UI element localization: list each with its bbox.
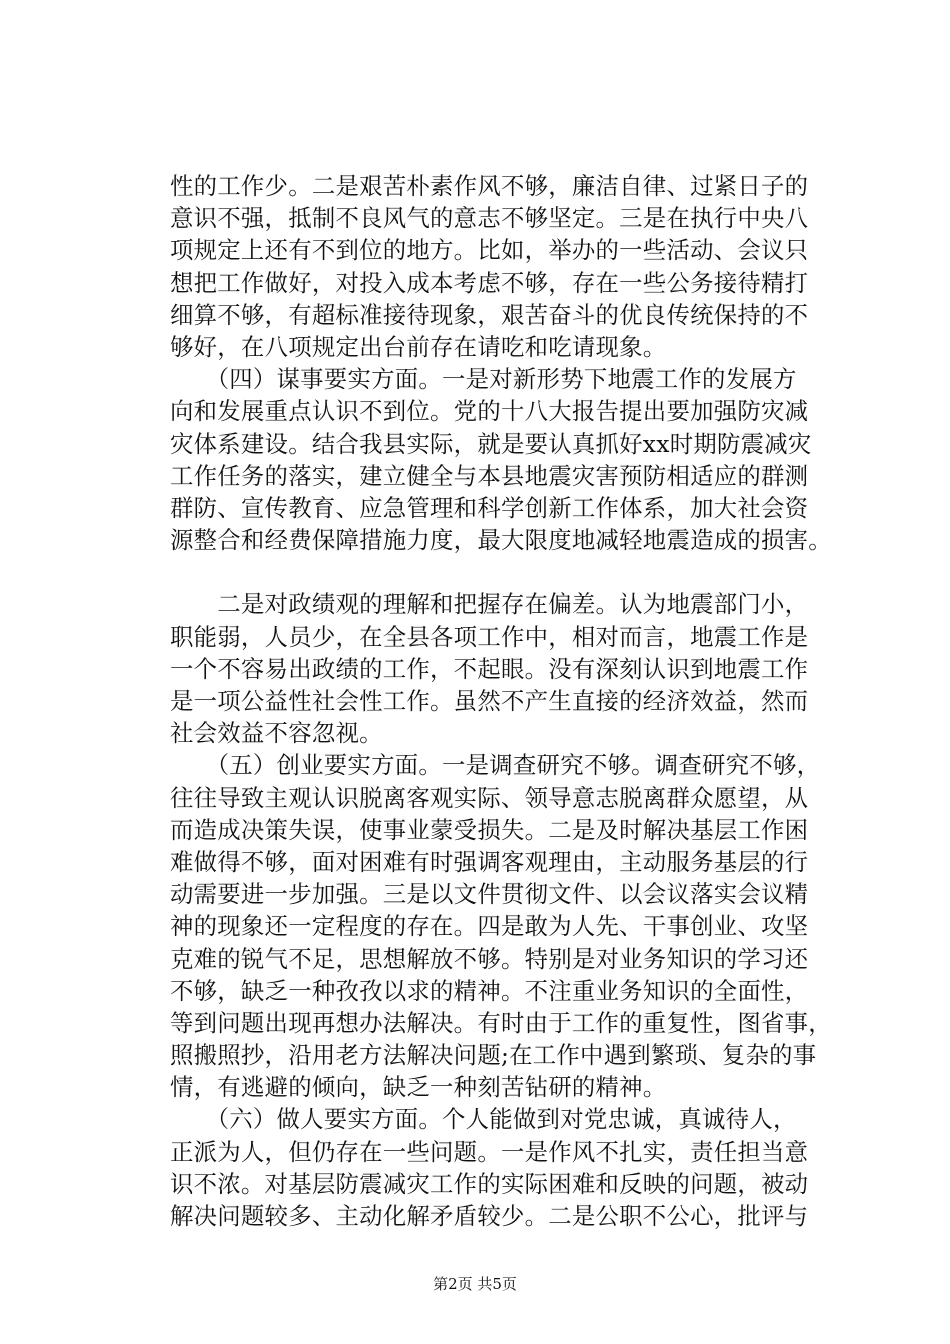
document-body [170, 170, 860, 1232]
text-line: 等到问题出现再想办法解决。有时由于工作的重复性，图省事， [170, 1008, 832, 1037]
text-line: 性的工作少。二是艰苦朴素作风不够，廉洁自律、过紧日子的 [170, 172, 809, 200]
text-line: 动需要进一步加强。三是以文件贯彻文件、以会议落实会议精 [170, 880, 809, 909]
text-line: 源整合和经费保障措施力度，最大限度地减轻地震造成的损害。 [170, 526, 832, 555]
text-line: 情，有逃避的倾向，缺乏一种刻苦钻研的精神。 [170, 1073, 667, 1102]
text-line: 向和发展重点认识不到位。党的十八大报告提出要加强防灾减 [170, 397, 809, 426]
text-line: 正派为人，但仍存在一些问题。一是作风不扎实，责任担当意 [170, 1137, 809, 1166]
text-line: 项规定上还有不到位的地方。比如，举办的一些活动、会议只 [170, 236, 809, 265]
text-line: 群防、宣传教育、应急管理和科学创新工作体系，加大社会资 [170, 493, 809, 522]
text-line: 往往导致主观认识脱离客观实际、领导意志脱离群众愿望，从 [170, 783, 809, 812]
page-number-footer: 第2页 共5页 [433, 1275, 517, 1293]
text-line: 是一项公益性社会性工作。虽然不产生直接的经济效益，然而 [170, 687, 809, 715]
text-line: 解决问题较多、主动化解矛盾较少。二是公职不公心，批评与 [170, 1202, 809, 1230]
text-line: 照搬照抄，沿用老方法解决问题;在工作中遇到繁琐、复杂的事 [170, 1041, 817, 1070]
text-line: 职能弱，人员少，在全县各项工作中，相对而言，地震工作是 [170, 622, 809, 651]
blank-line [170, 556, 860, 588]
text-line: （六）做人要实方面。个人能做到对党忠诚，真诚待人， [170, 1105, 797, 1134]
text-line: 灾体系建设。结合我县实际，就是要认真抓好xx时期防震减灾 [170, 429, 812, 458]
text-line: 识不浓。对基层防震减灾工作的实际困难和反映的问题，被动 [170, 1169, 809, 1198]
text-line: 一个不容易出政绩的工作，不起眼。没有深刻认识到地震工作 [170, 654, 809, 683]
text-line: （四）谋事要实方面。一是对新形势下地震工作的发展方 [170, 365, 797, 394]
text-line: 二是对政绩观的理解和把握存在偏差。认为地震部门小， [170, 590, 809, 619]
text-line: 神的现象还一定程度的存在。四是敢为人先、干事创业、攻坚 [170, 912, 809, 941]
text-line: 细算不够，有超标准接待现象，艰苦奋斗的优良传统保持的不 [170, 300, 809, 329]
text-line: 想把工作做好，对投入成本考虑不够，存在一些公务接待精打 [170, 268, 809, 297]
text-line: 社会效益不容忽视。 [170, 719, 383, 748]
text-line: 够好，在八项规定出台前存在请吃和吃请现象。 [170, 332, 667, 361]
text-line: （五）创业要实方面。一是调查研究不够。调查研究不够， [170, 751, 821, 780]
text-line: 而造成决策失误，使事业蒙受损失。二是及时解决基层工作困 [170, 815, 809, 844]
text-line: 克难的锐气不足，思想解放不够。特别是对业务知识的学习还 [170, 944, 809, 973]
text-line: 意识不强，抵制不良风气的意志不够坚定。三是在执行中央八 [170, 204, 809, 233]
text-line: 工作任务的落实，建立健全与本县地震灾害预防相适应的群测 [170, 461, 809, 490]
text-line: 难做得不够，面对困难有时强调客观理由，主动服务基层的行 [170, 847, 809, 876]
text-line: 不够，缺乏一种孜孜以求的精神。不注重业务知识的全面性， [170, 976, 809, 1005]
